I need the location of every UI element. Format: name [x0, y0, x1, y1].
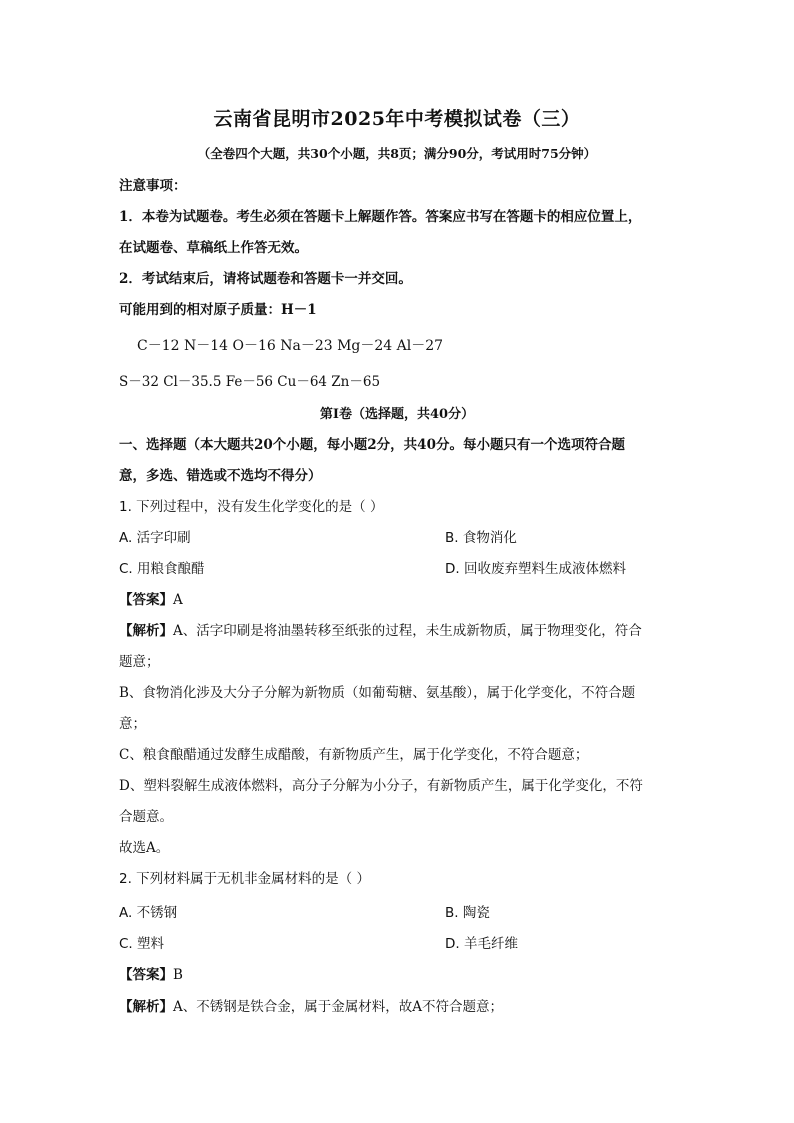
notes-heading: 注意事项：: [119, 178, 187, 194]
q2-option-d: D. 羊毛纤维: [445, 936, 518, 952]
analysis-text: A、不锈钢是铁合金，属于金属材料，故A不符合题意；: [173, 999, 503, 1015]
q2-option-b: B. 陶瓷: [445, 905, 490, 921]
analysis-tag: 【解析】: [119, 623, 173, 639]
q2-analysis: [119, 998, 503, 1016]
notes-item-1-cont: 在试题卷、草稿纸上作答无效。: [119, 240, 308, 256]
answer-value: A: [173, 592, 183, 608]
notes-item-1: 1．本卷为试题卷。考生必须在答题卡上解题作答。答案应书写在答题卡的相应位置上，: [119, 209, 642, 225]
q1-option-d: D. 回收废弃塑料生成液体燃料: [445, 561, 626, 577]
atomic-mass-row-1: C－12 N－14 O－16 Na－23 Mg－24 Al－27: [137, 338, 444, 354]
answer-value: B: [173, 967, 183, 983]
q1-analysis-line: C、粮食酿醋通过发酵生成醋酸，有新物质产生，属于化学变化，不符合题意；: [119, 747, 589, 763]
part1-heading-cont: 意，多选、错选或不选均不得分）: [119, 468, 322, 484]
answer-tag: 【答案】: [119, 592, 173, 608]
answer-tag: 【答案】: [119, 967, 173, 983]
notes-item-2: 2．考试结束后，请将试题卷和答题卡一并交回。: [119, 271, 412, 287]
page-title: 云南省昆明市2025年中考模拟试卷（三）: [213, 108, 581, 130]
atomic-mass-row-2: S－32 Cl－35.5 Fe－56 Cu－64 Zn－65: [119, 374, 381, 390]
q1-analysis-line: 意；: [119, 716, 146, 732]
q1-answer: [119, 591, 183, 609]
part1-heading: 一、选择题（本大题共20个小题，每小题2分，共40分。每小题只有一个选项符合题: [119, 437, 625, 453]
q2-option-a: A. 不锈钢: [119, 905, 178, 921]
q1-option-c: C. 用粮食酿醋: [119, 561, 205, 577]
q2-stem: 2. 下列材料属于无机非金属材料的是（ ）: [119, 871, 370, 887]
q2-answer: [119, 966, 183, 984]
q1-analysis: [119, 622, 642, 640]
q1-analysis-line: D、塑料裂解生成液体燃料，高分子分解为小分子，有新物质产生，属于化学变化，不符: [119, 778, 643, 794]
exam-subtitle: （全卷四个大题，共30个小题，共8页；满分90分，考试用时75分钟）: [197, 146, 597, 161]
q1-analysis-line: 合题意。: [119, 809, 173, 825]
atomic-mass-heading: 可能用到的相对原子质量：H－1: [119, 302, 317, 318]
analysis-text: A、活字印刷是将油墨转移至纸张的过程，未生成新物质，属于物理变化，符合: [173, 623, 642, 639]
q1-stem: 1. 下列过程中，没有发生化学变化的是（ ）: [119, 499, 384, 515]
q1-option-a: A. 活字印刷: [119, 530, 191, 546]
q1-option-b: B. 食物消化: [445, 530, 517, 546]
section-title: 第Ⅰ卷（选择题，共40分）: [319, 407, 475, 422]
q1-conclusion: 故选A。: [119, 840, 170, 856]
q1-analysis-line: 题意；: [119, 654, 160, 670]
analysis-tag: 【解析】: [119, 999, 173, 1015]
q1-analysis-line: B、食物消化涉及大分子分解为新物质（如葡萄糖、氨基酸），属于化学变化，不符合题: [119, 685, 636, 701]
q2-option-c: C. 塑料: [119, 936, 165, 952]
